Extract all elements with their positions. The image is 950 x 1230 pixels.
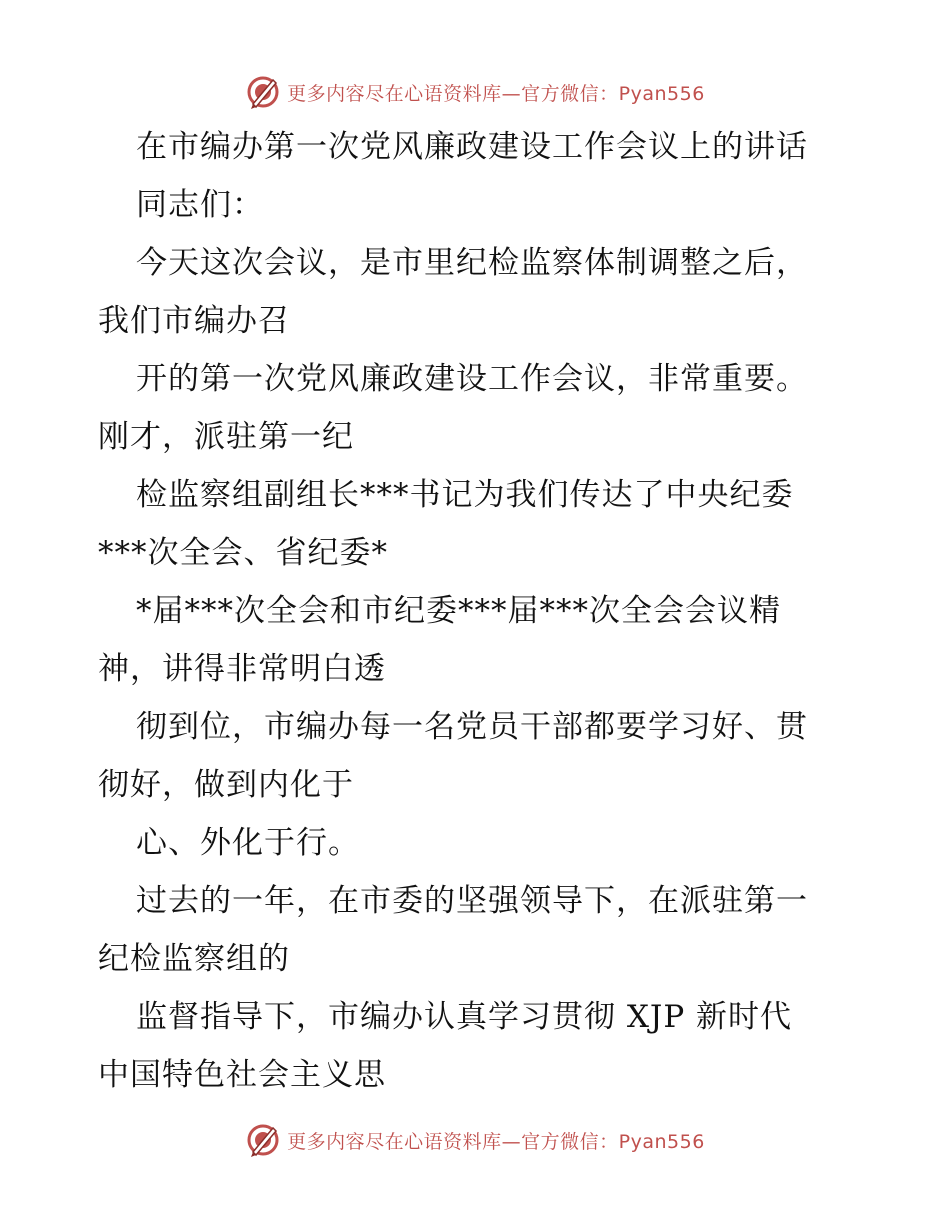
watermark-text: 更多内容尽在心语资料库—官方微信：Pyan556	[287, 82, 705, 105]
watermark-text: 更多内容尽在心语资料库—官方微信：Pyan556	[287, 1130, 705, 1153]
text-line: 检监察组副组长***书记为我们传达了中央纪委	[136, 477, 794, 513]
watermark-banner-bottom	[0, 1118, 950, 1162]
text-line: 彻到位，市编办每一名党员干部都要学习好、贯	[136, 709, 808, 745]
text-line: 开的第一次党风廉政建设工作会议，非常重要。	[136, 361, 808, 397]
pen-circle-logo-icon	[245, 1122, 281, 1158]
pen-circle-logo-icon	[245, 74, 281, 110]
text-line: 心、外化于行。	[136, 825, 360, 861]
text-line: 刚才，派驻第一纪	[98, 419, 354, 455]
salutation: 同志们：	[136, 187, 264, 223]
text-line: ***次全会、省纪委*	[98, 535, 388, 571]
text-line: 监督指导下，市编办认真学习贯彻 XJP 新时代	[136, 999, 793, 1035]
text-line: 今天这次会议，是市里纪检监察体制调整之后，	[136, 245, 808, 281]
text-line: 神，讲得非常明白透	[98, 651, 386, 687]
document-body	[98, 118, 858, 1104]
watermark-banner-top	[0, 70, 950, 114]
text-line: 过去的一年，在市委的坚强领导下，在派驻第一	[136, 883, 808, 919]
text-line: 纪检监察组的	[98, 941, 290, 977]
document-title: 在市编办第一次党风廉政建设工作会议上的讲话	[136, 129, 808, 165]
text-line: 我们市编办召	[98, 303, 290, 339]
text-line: *届***次全会和市纪委***届***次全会会议精	[136, 593, 781, 629]
text-line: 中国特色社会主义思	[98, 1057, 386, 1093]
text-line: 彻好，做到内化于	[98, 767, 354, 803]
